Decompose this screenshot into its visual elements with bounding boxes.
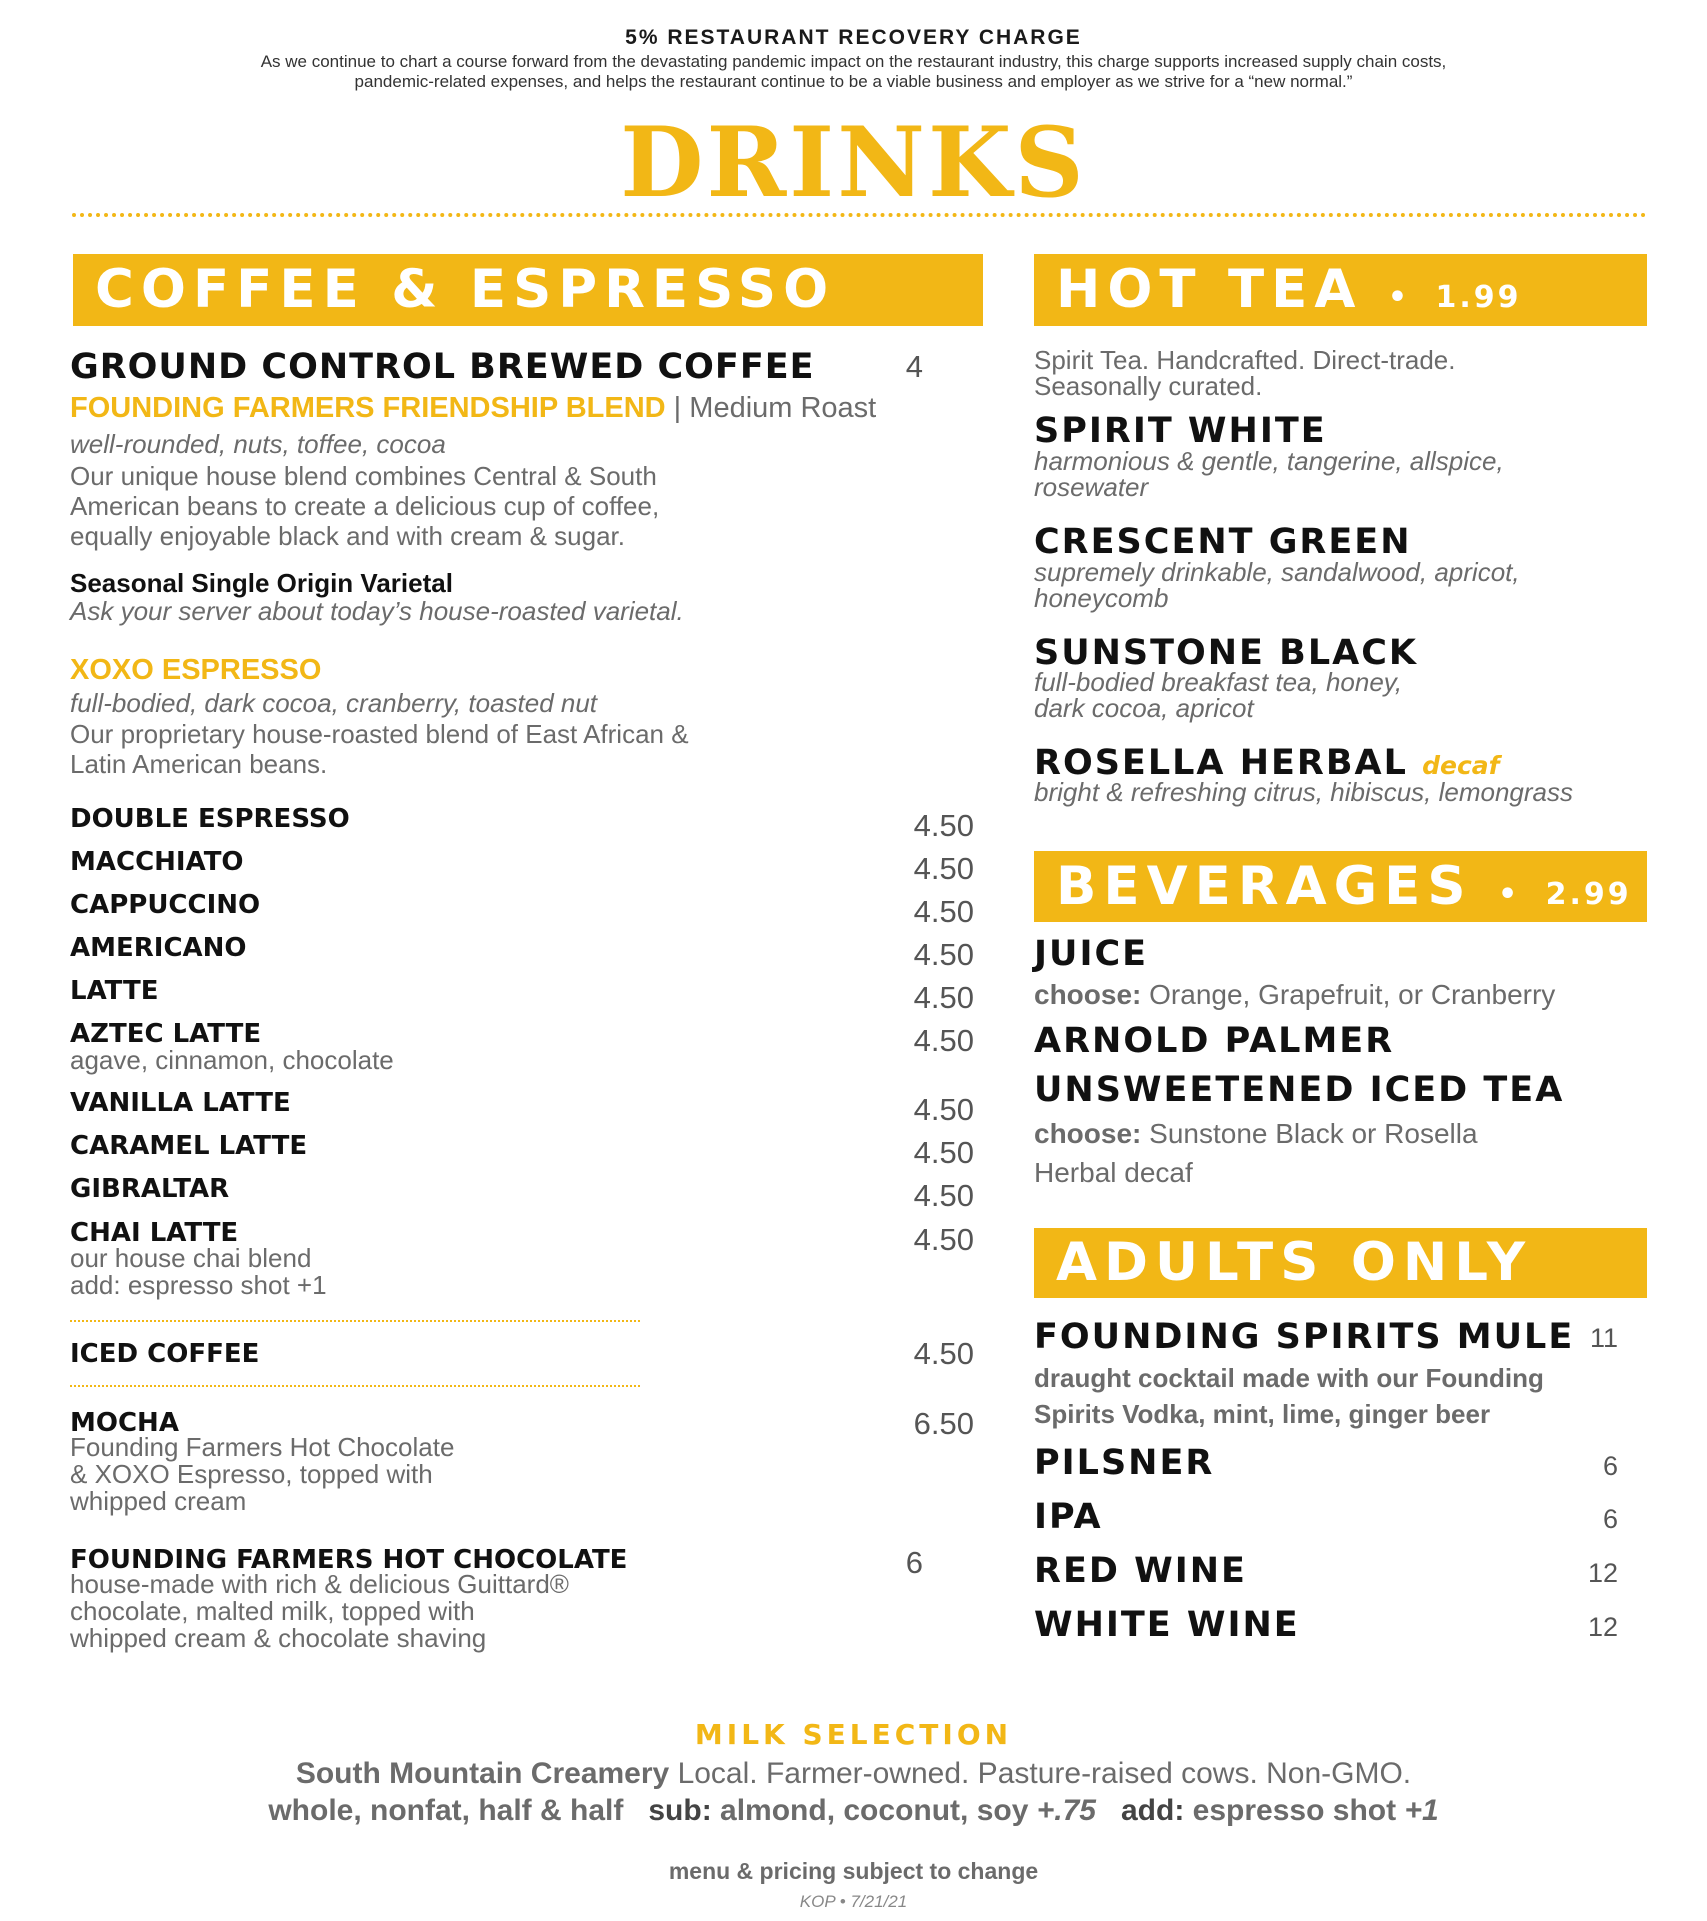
milk-options: whole, nonfat, half & half <box>268 1794 624 1827</box>
mocha-desc-line-3: whipped cream <box>70 1486 247 1516</box>
menu-item-price: 4.50 <box>913 1178 974 1213</box>
sub-price: +.75 <box>1036 1794 1096 1827</box>
adult-item-price: 12 <box>1587 1558 1618 1588</box>
add-option: espresso shot <box>1192 1794 1397 1827</box>
iced-tea-options <box>1034 1114 1478 1192</box>
juice-options-text: Orange, Grapefruit, or Cranberry <box>1149 979 1556 1010</box>
iced-tea-options-line-2: Herbal decaf <box>1034 1157 1193 1188</box>
menu-code: KOP • 7/21/21 <box>799 1892 908 1911</box>
menu-item-price: 4.50 <box>913 894 974 929</box>
seasonal-name: Seasonal Single Origin Varietal <box>70 568 453 598</box>
mule-desc-line-2: Spirits Vodka, mint, lime, ginger beer <box>1034 1399 1491 1429</box>
recovery-charge-line-2: pandemic-related expenses, and helps the restaurant continue to be a viable business and employer as we strive for a “new normal.” <box>354 72 1353 91</box>
juice-name: JUICE <box>1034 934 1149 974</box>
mule-price: 11 <box>1589 1323 1618 1353</box>
mule-name: FOUNDING SPIRITS MULE <box>1034 1317 1575 1357</box>
juice-options <box>1034 979 1555 1011</box>
espresso-desc-line-1: Our proprietary house-roasted blend of East African & <box>70 719 689 749</box>
adult-item-name: RED WINE <box>1034 1551 1247 1591</box>
tea-name: ROSELLA HERBAL <box>1034 743 1408 783</box>
menu-item-name: CAPPUCCINO <box>70 890 261 920</box>
beverages-title: BEVERAGES <box>1056 856 1473 917</box>
brewed-desc-line-3: equally enjoyable black and with cream & sugar. <box>70 521 625 551</box>
tea-notes <box>1034 669 1402 721</box>
iced-tea-options-line-1: Sunstone Black or Rosella <box>1149 1118 1478 1149</box>
espresso-desc-line-2: Latin American beans. <box>70 749 328 779</box>
brewed-description <box>70 461 659 551</box>
menu-item-name: MACCHIATO <box>70 847 244 877</box>
brewed-coffee-name: GROUND CONTROL BREWED COFFEE <box>70 347 815 387</box>
adult-item-name: IPA <box>1034 1497 1103 1537</box>
brewed-coffee-price: 4 <box>905 349 923 384</box>
creamery-name: South Mountain Creamery <box>295 1757 670 1790</box>
milk-selection-heading: MILK SELECTION <box>694 1718 1013 1751</box>
adults-only-heading: ADULTS ONLY <box>1034 1228 1647 1298</box>
tea-notes-line-2: dark cocoa, apricot <box>1034 693 1254 723</box>
mocha-name: MOCHA <box>70 1408 179 1438</box>
choose-label: choose: <box>1034 1118 1142 1149</box>
menu-item-description: agave, cinnamon, chocolate <box>70 1045 394 1075</box>
arnold-palmer-name: ARNOLD PALMER <box>1034 1021 1395 1061</box>
title-divider <box>72 213 1647 217</box>
mule-desc-line-1: draught cocktail made with our Founding <box>1034 1363 1544 1393</box>
espresso-description <box>70 719 689 779</box>
iced-tea-name: UNSWEETENED ICED TEA <box>1034 1070 1565 1110</box>
hot-chocolate-description <box>70 1571 569 1652</box>
recovery-charge-title: 5% RESTAURANT RECOVERY CHARGE <box>625 26 1082 49</box>
menu-item-price: 4.50 <box>913 1023 974 1058</box>
mule-description <box>1034 1360 1544 1432</box>
menu-item-price: 4.50 <box>913 808 974 843</box>
coffee-espresso-heading: COFFEE & ESPRESSO <box>73 254 983 326</box>
tea-notes-line-2: honeycomb <box>1034 583 1169 613</box>
menu-item-price: 4.50 <box>913 1092 974 1127</box>
tea-name: SUNSTONE BLACK <box>1034 633 1419 673</box>
blend-name: FOUNDING FARMERS FRIENDSHIP BLEND <box>70 392 666 424</box>
hot-chocolate-desc-line-1: house-made with rich & delicious Guittard® <box>70 1569 569 1599</box>
menu-item-name: DOUBLE ESPRESSO <box>70 804 350 834</box>
hot-chocolate-name: FOUNDING FARMERS HOT CHOCOLATE <box>70 1545 628 1575</box>
hot-tea-price: 1.99 <box>1435 280 1522 315</box>
tea-notes-line-1: harmonious & gentle, tangerine, allspice, <box>1034 446 1504 476</box>
tea-intro <box>1034 347 1455 399</box>
brewed-desc-line-2: American beans to create a delicious cup of coffee, <box>70 491 660 521</box>
tea-name: CRESCENT GREEN <box>1034 522 1412 562</box>
tea-notes-line-1: supremely drinkable, sandalwood, apricot, <box>1034 557 1520 587</box>
beverages-heading <box>1034 851 1647 922</box>
hot-chocolate-desc-line-2: chocolate, malted milk, topped with <box>70 1596 475 1626</box>
tea-notes: bright & refreshing citrus, hibiscus, lemongrass <box>1034 777 1574 807</box>
tea-intro-line-1: Spirit Tea. Handcrafted. Direct-trade. <box>1034 345 1456 375</box>
menu-item-price: 4.50 <box>913 1135 974 1170</box>
bullet-icon: • <box>1498 877 1521 912</box>
chai-desc-line-1: our house chai blend <box>70 1243 312 1273</box>
pricing-note: menu & pricing subject to change <box>668 1858 1039 1884</box>
recovery-charge-line-1: As we continue to chart a course forward from the devastating pandemic impact on the restaurant industry, this charge supports increased supply chain costs, <box>260 52 1447 71</box>
creamery-description: Local. Farmer-owned. Pasture-raised cows. Non-GMO. <box>677 1757 1412 1790</box>
iced-coffee-name: ICED COFFEE <box>70 1339 260 1369</box>
mocha-desc-line-2: & XOXO Espresso, topped with <box>70 1459 433 1489</box>
sub-label: sub: <box>648 1794 712 1827</box>
blend-roast: Medium Roast <box>689 392 877 424</box>
add-price: +1 <box>1404 1794 1439 1827</box>
adult-item-price: 12 <box>1587 1612 1618 1642</box>
mocha-desc-line-1: Founding Farmers Hot Chocolate <box>70 1432 455 1462</box>
tea-notes-line-1: full-bodied breakfast tea, honey, <box>1034 667 1403 697</box>
page-title: DRINKS <box>620 106 1087 219</box>
chai-desc-line-2: add: espresso shot +1 <box>70 1270 327 1300</box>
espresso-notes: full-bodied, dark cocoa, cranberry, toasted nut <box>70 688 598 718</box>
iced-coffee-price: 4.50 <box>913 1336 974 1371</box>
milk-options-line <box>0 1794 1707 1828</box>
menu-item-name: AMERICANO <box>70 933 247 963</box>
hot-chocolate-desc-line-3: whipped cream & chocolate shaving <box>70 1623 487 1653</box>
tea-notes <box>1034 448 1504 500</box>
brewed-desc-line-1: Our unique house blend combines Central & South <box>70 461 657 491</box>
adult-item-price: 6 <box>1602 1504 1618 1534</box>
decaf-tag: decaf <box>1422 751 1500 780</box>
chai-description <box>70 1245 327 1299</box>
menu-item-name: LATTE <box>70 976 159 1006</box>
adult-item-name: WHITE WINE <box>1034 1605 1300 1645</box>
menu-item-price: 4.50 <box>913 980 974 1015</box>
menu-item-price: 4.50 <box>913 851 974 886</box>
blend-separator: | <box>673 392 682 424</box>
divider <box>70 1320 640 1322</box>
brewed-notes: well-rounded, nuts, toffee, cocoa <box>70 429 446 459</box>
menu-item-name: AZTEC LATTE <box>70 1019 262 1049</box>
menu-item-price: 4.50 <box>913 1222 974 1257</box>
adult-item-price: 6 <box>1602 1451 1618 1481</box>
menu-item-name: CARAMEL LATTE <box>70 1131 308 1161</box>
sub-options: almond, coconut, soy <box>720 1794 1029 1827</box>
xoxo-espresso-name: XOXO ESPRESSO <box>70 654 322 686</box>
seasonal-description: Ask your server about today’s house-roasted varietal. <box>70 596 684 626</box>
menu-item-name: VANILLA LATTE <box>70 1088 291 1118</box>
menu-item-name: CHAI LATTE <box>70 1218 239 1248</box>
bullet-icon: • <box>1387 280 1411 315</box>
tea-notes-line-2: rosewater <box>1034 472 1149 502</box>
mocha-price: 6.50 <box>913 1406 974 1441</box>
adult-item-name: PILSNER <box>1034 1443 1215 1483</box>
beverages-price: 2.99 <box>1545 877 1632 912</box>
hot-tea-title: HOT TEA <box>1056 259 1363 320</box>
recovery-charge-text <box>110 52 1597 92</box>
tea-notes <box>1034 559 1520 611</box>
choose-label: choose: <box>1034 979 1142 1010</box>
hot-tea-heading <box>1034 254 1647 326</box>
blend-line <box>70 392 876 425</box>
menu-item-name: GIBRALTAR <box>70 1174 230 1204</box>
menu-item-price: 4.50 <box>913 937 974 972</box>
tea-intro-line-2: Seasonally curated. <box>1034 371 1263 401</box>
hot-chocolate-price: 6 <box>905 1545 923 1580</box>
mocha-description <box>70 1434 454 1515</box>
add-label: add: <box>1121 1794 1185 1827</box>
creamery-line <box>0 1757 1707 1791</box>
divider <box>70 1385 640 1387</box>
tea-name: SPIRIT WHITE <box>1034 411 1327 451</box>
